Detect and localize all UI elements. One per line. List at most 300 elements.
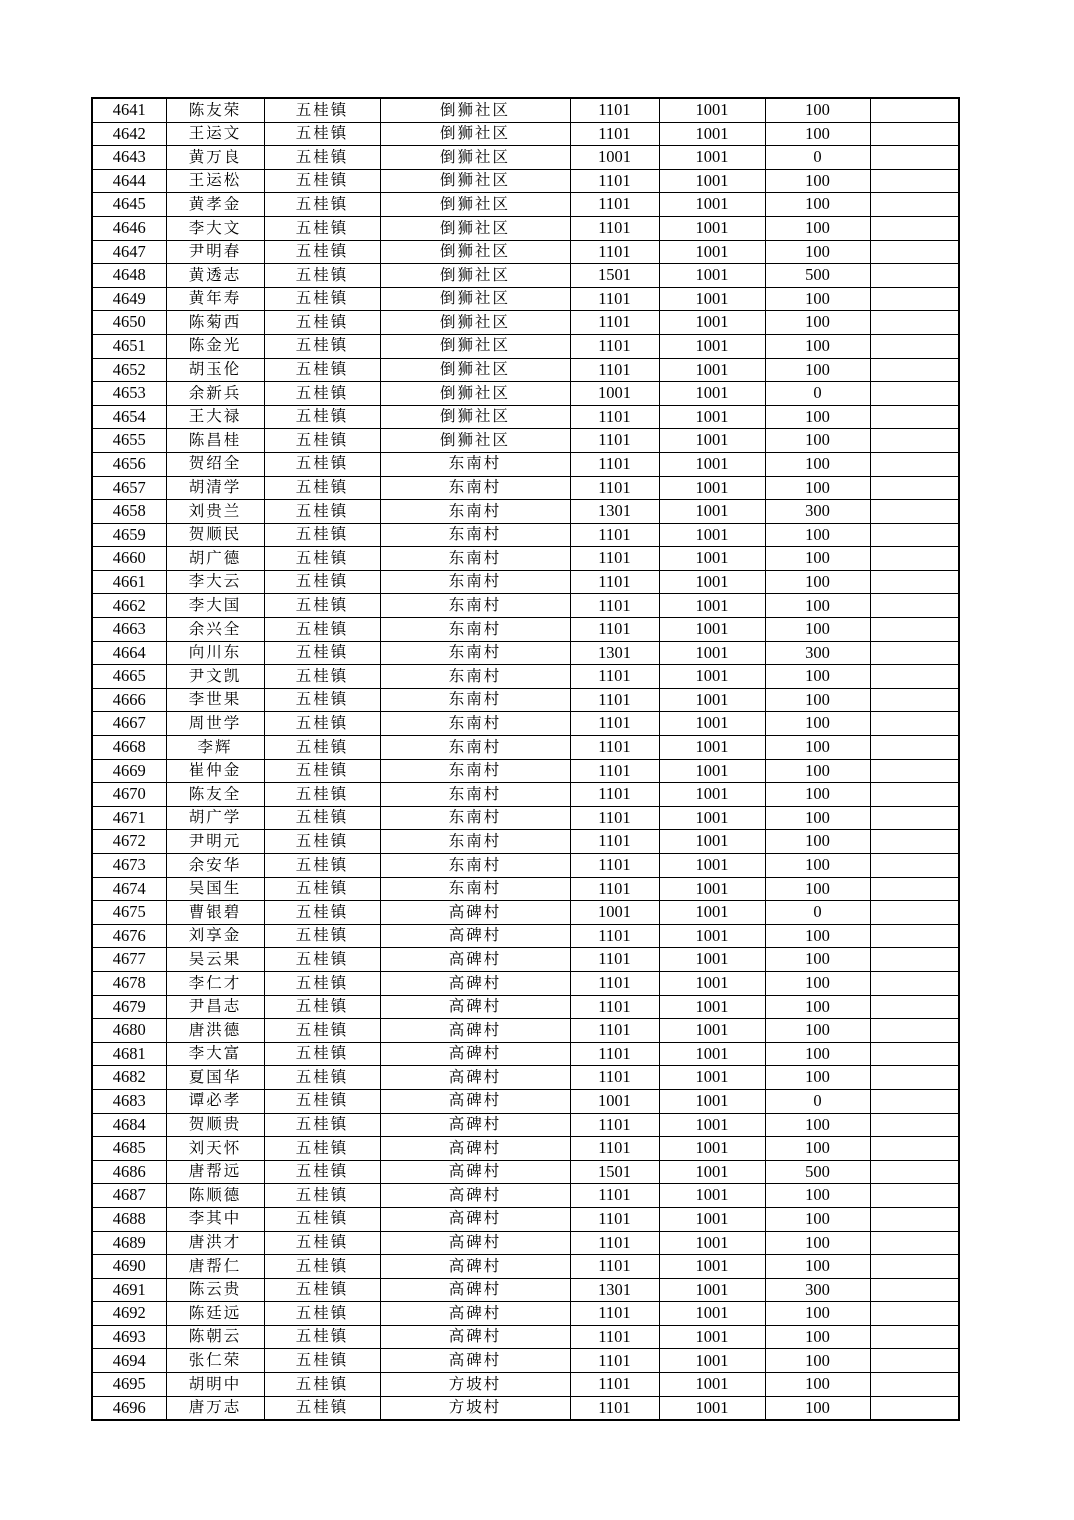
amount-cell: 100 (765, 1066, 870, 1090)
name-cell: 张仁荣 (166, 1349, 264, 1373)
amount-cell: 100 (765, 98, 870, 122)
code-b-cell: 1001 (659, 1278, 765, 1302)
town-cell: 五桂镇 (264, 1113, 380, 1137)
code-b-cell: 1001 (659, 759, 765, 783)
code-a-cell: 1501 (570, 264, 659, 288)
record-id-cell: 4643 (92, 146, 166, 170)
record-id-cell: 4646 (92, 216, 166, 240)
note-cell (870, 523, 959, 547)
amount-cell: 100 (765, 594, 870, 618)
code-a-cell: 1101 (570, 358, 659, 382)
village-cell: 高碑村 (380, 1207, 570, 1231)
note-cell (870, 854, 959, 878)
note-cell (870, 264, 959, 288)
table-row (92, 1373, 959, 1397)
village-cell: 倒狮社区 (380, 264, 570, 288)
code-a-cell: 1101 (570, 1231, 659, 1255)
name-cell: 尹明元 (166, 830, 264, 854)
town-cell: 五桂镇 (264, 1255, 380, 1279)
code-a-cell: 1101 (570, 1255, 659, 1279)
code-a-cell: 1001 (570, 382, 659, 406)
table-row (92, 1207, 959, 1231)
table-row (92, 641, 959, 665)
table-row (92, 1019, 959, 1043)
amount-cell: 100 (765, 971, 870, 995)
name-cell: 唐帮仁 (166, 1255, 264, 1279)
note-cell (870, 1349, 959, 1373)
village-cell: 高碑村 (380, 1019, 570, 1043)
village-cell: 东南村 (380, 736, 570, 760)
code-a-cell: 1101 (570, 594, 659, 618)
record-id-cell: 4676 (92, 924, 166, 948)
village-cell: 东南村 (380, 618, 570, 642)
village-cell: 高碑村 (380, 1349, 570, 1373)
record-id-cell: 4649 (92, 287, 166, 311)
code-a-cell: 1101 (570, 287, 659, 311)
name-cell: 胡玉伦 (166, 358, 264, 382)
village-cell: 高碑村 (380, 948, 570, 972)
code-a-cell: 1101 (570, 854, 659, 878)
code-b-cell: 1001 (659, 688, 765, 712)
record-id-cell: 4673 (92, 854, 166, 878)
table-row (92, 405, 959, 429)
code-a-cell: 1101 (570, 1349, 659, 1373)
amount-cell: 100 (765, 1325, 870, 1349)
village-cell: 方坡村 (380, 1373, 570, 1397)
town-cell: 五桂镇 (264, 1231, 380, 1255)
table-row (92, 1396, 959, 1420)
name-cell: 刘贵兰 (166, 500, 264, 524)
table-row (92, 1349, 959, 1373)
amount-cell: 0 (765, 146, 870, 170)
amount-cell: 500 (765, 1160, 870, 1184)
code-a-cell: 1101 (570, 665, 659, 689)
code-b-cell: 1001 (659, 948, 765, 972)
note-cell (870, 547, 959, 571)
record-id-cell: 4659 (92, 523, 166, 547)
code-a-cell: 1101 (570, 1325, 659, 1349)
village-cell: 东南村 (380, 854, 570, 878)
record-id-cell: 4654 (92, 405, 166, 429)
amount-cell: 100 (765, 429, 870, 453)
name-cell: 唐帮远 (166, 1160, 264, 1184)
town-cell: 五桂镇 (264, 1089, 380, 1113)
amount-cell: 100 (765, 311, 870, 335)
name-cell: 李大云 (166, 570, 264, 594)
code-a-cell: 1101 (570, 476, 659, 500)
name-cell: 李世果 (166, 688, 264, 712)
table-row (92, 995, 959, 1019)
amount-cell: 100 (765, 216, 870, 240)
code-a-cell: 1101 (570, 122, 659, 146)
town-cell: 五桂镇 (264, 1042, 380, 1066)
note-cell (870, 1019, 959, 1043)
town-cell: 五桂镇 (264, 1019, 380, 1043)
village-cell: 倒狮社区 (380, 122, 570, 146)
record-id-cell: 4689 (92, 1231, 166, 1255)
note-cell (870, 358, 959, 382)
note-cell (870, 98, 959, 122)
town-cell: 五桂镇 (264, 854, 380, 878)
amount-cell: 100 (765, 240, 870, 264)
name-cell: 唐洪才 (166, 1231, 264, 1255)
name-cell: 黄透志 (166, 264, 264, 288)
note-cell (870, 1231, 959, 1255)
name-cell: 崔仲金 (166, 759, 264, 783)
code-b-cell: 1001 (659, 736, 765, 760)
amount-cell: 100 (765, 334, 870, 358)
note-cell (870, 924, 959, 948)
table-row (92, 334, 959, 358)
table-row (92, 264, 959, 288)
code-b-cell: 1001 (659, 924, 765, 948)
table-row (92, 1160, 959, 1184)
note-cell (870, 287, 959, 311)
table-row (92, 240, 959, 264)
amount-cell: 100 (765, 358, 870, 382)
note-cell (870, 1255, 959, 1279)
table-row (92, 311, 959, 335)
code-b-cell: 1001 (659, 122, 765, 146)
name-cell: 周世学 (166, 712, 264, 736)
village-cell: 高碑村 (380, 1066, 570, 1090)
village-cell: 倒狮社区 (380, 334, 570, 358)
record-id-cell: 4688 (92, 1207, 166, 1231)
note-cell (870, 618, 959, 642)
name-cell: 李其中 (166, 1207, 264, 1231)
town-cell: 五桂镇 (264, 901, 380, 925)
amount-cell: 100 (765, 570, 870, 594)
record-id-cell: 4655 (92, 429, 166, 453)
town-cell: 五桂镇 (264, 287, 380, 311)
town-cell: 五桂镇 (264, 240, 380, 264)
amount-cell: 100 (765, 995, 870, 1019)
code-a-cell: 1001 (570, 1089, 659, 1113)
code-a-cell: 1101 (570, 1302, 659, 1326)
name-cell: 黄万良 (166, 146, 264, 170)
name-cell: 陈顺德 (166, 1184, 264, 1208)
village-cell: 高碑村 (380, 1278, 570, 1302)
village-cell: 高碑村 (380, 1113, 570, 1137)
code-b-cell: 1001 (659, 98, 765, 122)
code-b-cell: 1001 (659, 146, 765, 170)
town-cell: 五桂镇 (264, 311, 380, 335)
code-b-cell: 1001 (659, 830, 765, 854)
code-a-cell: 1101 (570, 334, 659, 358)
name-cell: 李辉 (166, 736, 264, 760)
village-cell: 倒狮社区 (380, 216, 570, 240)
code-b-cell: 1001 (659, 1019, 765, 1043)
amount-cell: 100 (765, 287, 870, 311)
code-b-cell: 1001 (659, 476, 765, 500)
name-cell: 夏国华 (166, 1066, 264, 1090)
code-b-cell: 1001 (659, 712, 765, 736)
code-a-cell: 1101 (570, 311, 659, 335)
village-cell: 倒狮社区 (380, 429, 570, 453)
name-cell: 胡广德 (166, 547, 264, 571)
note-cell (870, 216, 959, 240)
village-cell: 倒狮社区 (380, 98, 570, 122)
town-cell: 五桂镇 (264, 971, 380, 995)
town-cell: 五桂镇 (264, 1349, 380, 1373)
amount-cell: 100 (765, 830, 870, 854)
town-cell: 五桂镇 (264, 948, 380, 972)
record-id-cell: 4668 (92, 736, 166, 760)
record-id-cell: 4645 (92, 193, 166, 217)
code-a-cell: 1101 (570, 712, 659, 736)
name-cell: 王运文 (166, 122, 264, 146)
village-cell: 东南村 (380, 570, 570, 594)
note-cell (870, 476, 959, 500)
note-cell (870, 1113, 959, 1137)
record-id-cell: 4680 (92, 1019, 166, 1043)
code-b-cell: 1001 (659, 1373, 765, 1397)
name-cell: 曹银碧 (166, 901, 264, 925)
town-cell: 五桂镇 (264, 358, 380, 382)
amount-cell: 100 (765, 618, 870, 642)
record-id-cell: 4675 (92, 901, 166, 925)
table-row (92, 806, 959, 830)
record-id-cell: 4679 (92, 995, 166, 1019)
name-cell: 尹文凯 (166, 665, 264, 689)
record-id-cell: 4661 (92, 570, 166, 594)
name-cell: 余兴全 (166, 618, 264, 642)
table-row (92, 1325, 959, 1349)
code-a-cell: 1101 (570, 1137, 659, 1161)
code-b-cell: 1001 (659, 1089, 765, 1113)
code-b-cell: 1001 (659, 1325, 765, 1349)
town-cell: 五桂镇 (264, 783, 380, 807)
amount-cell: 0 (765, 901, 870, 925)
code-a-cell: 1101 (570, 948, 659, 972)
code-b-cell: 1001 (659, 240, 765, 264)
town-cell: 五桂镇 (264, 98, 380, 122)
table-row (92, 1255, 959, 1279)
amount-cell: 100 (765, 665, 870, 689)
town-cell: 五桂镇 (264, 995, 380, 1019)
code-a-cell: 1001 (570, 146, 659, 170)
code-b-cell: 1001 (659, 1160, 765, 1184)
table-row (92, 98, 959, 122)
name-cell: 陈昌桂 (166, 429, 264, 453)
note-cell (870, 712, 959, 736)
record-id-cell: 4670 (92, 783, 166, 807)
town-cell: 五桂镇 (264, 334, 380, 358)
name-cell: 尹昌志 (166, 995, 264, 1019)
code-b-cell: 1001 (659, 1231, 765, 1255)
code-a-cell: 1101 (570, 618, 659, 642)
name-cell: 黄孝金 (166, 193, 264, 217)
name-cell: 吴云果 (166, 948, 264, 972)
name-cell: 陈友荣 (166, 98, 264, 122)
village-cell: 高碑村 (380, 1255, 570, 1279)
code-b-cell: 1001 (659, 429, 765, 453)
table-row (92, 854, 959, 878)
amount-cell: 100 (765, 712, 870, 736)
name-cell: 谭必孝 (166, 1089, 264, 1113)
code-b-cell: 1001 (659, 641, 765, 665)
code-a-cell: 1101 (570, 405, 659, 429)
table-row (92, 547, 959, 571)
amount-cell: 100 (765, 877, 870, 901)
town-cell: 五桂镇 (264, 476, 380, 500)
town-cell: 五桂镇 (264, 500, 380, 524)
table-row (92, 1278, 959, 1302)
code-b-cell: 1001 (659, 783, 765, 807)
note-cell (870, 1207, 959, 1231)
code-a-cell: 1101 (570, 924, 659, 948)
village-cell: 东南村 (380, 476, 570, 500)
name-cell: 王大禄 (166, 405, 264, 429)
town-cell: 五桂镇 (264, 1373, 380, 1397)
note-cell (870, 806, 959, 830)
town-cell: 五桂镇 (264, 452, 380, 476)
village-cell: 倒狮社区 (380, 240, 570, 264)
village-cell: 高碑村 (380, 1231, 570, 1255)
name-cell: 陈廷远 (166, 1302, 264, 1326)
village-cell: 高碑村 (380, 1302, 570, 1326)
note-cell (870, 452, 959, 476)
code-b-cell: 1001 (659, 405, 765, 429)
table-row (92, 1042, 959, 1066)
note-cell (870, 429, 959, 453)
record-id-cell: 4694 (92, 1349, 166, 1373)
record-id-cell: 4663 (92, 618, 166, 642)
amount-cell: 100 (765, 1113, 870, 1137)
name-cell: 王运松 (166, 169, 264, 193)
note-cell (870, 146, 959, 170)
code-b-cell: 1001 (659, 264, 765, 288)
record-id-cell: 4667 (92, 712, 166, 736)
record-id-cell: 4677 (92, 948, 166, 972)
code-a-cell: 1301 (570, 500, 659, 524)
code-b-cell: 1001 (659, 570, 765, 594)
amount-cell: 100 (765, 476, 870, 500)
code-a-cell: 1101 (570, 240, 659, 264)
code-a-cell: 1101 (570, 971, 659, 995)
record-id-cell: 4684 (92, 1113, 166, 1137)
note-cell (870, 688, 959, 712)
town-cell: 五桂镇 (264, 712, 380, 736)
town-cell: 五桂镇 (264, 736, 380, 760)
amount-cell: 100 (765, 924, 870, 948)
code-b-cell: 1001 (659, 382, 765, 406)
record-id-cell: 4692 (92, 1302, 166, 1326)
code-b-cell: 1001 (659, 547, 765, 571)
town-cell: 五桂镇 (264, 1184, 380, 1208)
table-row (92, 570, 959, 594)
code-b-cell: 1001 (659, 358, 765, 382)
village-cell: 东南村 (380, 547, 570, 571)
code-a-cell: 1101 (570, 1396, 659, 1420)
name-cell: 陈云贵 (166, 1278, 264, 1302)
amount-cell: 100 (765, 1349, 870, 1373)
village-cell: 倒狮社区 (380, 193, 570, 217)
table-row (92, 688, 959, 712)
note-cell (870, 405, 959, 429)
town-cell: 五桂镇 (264, 264, 380, 288)
code-a-cell: 1101 (570, 429, 659, 453)
table-row (92, 146, 959, 170)
table-row (92, 358, 959, 382)
amount-cell: 100 (765, 405, 870, 429)
record-id-cell: 4678 (92, 971, 166, 995)
code-a-cell: 1101 (570, 830, 659, 854)
name-cell: 刘天怀 (166, 1137, 264, 1161)
note-cell (870, 193, 959, 217)
village-cell: 高碑村 (380, 1137, 570, 1161)
table-row (92, 1302, 959, 1326)
name-cell: 陈友全 (166, 783, 264, 807)
code-b-cell: 1001 (659, 1207, 765, 1231)
code-a-cell: 1101 (570, 1373, 659, 1397)
village-cell: 东南村 (380, 712, 570, 736)
note-cell (870, 971, 959, 995)
note-cell (870, 1042, 959, 1066)
data-table (91, 97, 960, 1421)
amount-cell: 100 (765, 1302, 870, 1326)
amount-cell: 100 (765, 1373, 870, 1397)
table-row (92, 216, 959, 240)
record-id-cell: 4683 (92, 1089, 166, 1113)
code-b-cell: 1001 (659, 995, 765, 1019)
code-b-cell: 1001 (659, 193, 765, 217)
table-row (92, 971, 959, 995)
record-id-cell: 4664 (92, 641, 166, 665)
record-id-cell: 4691 (92, 1278, 166, 1302)
amount-cell: 0 (765, 382, 870, 406)
village-cell: 东南村 (380, 641, 570, 665)
code-b-cell: 1001 (659, 1396, 765, 1420)
table-row (92, 1231, 959, 1255)
code-b-cell: 1001 (659, 1137, 765, 1161)
table-row (92, 783, 959, 807)
village-cell: 倒狮社区 (380, 358, 570, 382)
table-row (92, 122, 959, 146)
name-cell: 贺顺贵 (166, 1113, 264, 1137)
code-b-cell: 1001 (659, 334, 765, 358)
amount-cell: 100 (765, 523, 870, 547)
town-cell: 五桂镇 (264, 382, 380, 406)
table-row (92, 1184, 959, 1208)
record-id-cell: 4682 (92, 1066, 166, 1090)
code-a-cell: 1101 (570, 995, 659, 1019)
name-cell: 黄年寿 (166, 287, 264, 311)
code-b-cell: 1001 (659, 523, 765, 547)
village-cell: 倒狮社区 (380, 146, 570, 170)
record-id-cell: 4657 (92, 476, 166, 500)
code-b-cell: 1001 (659, 901, 765, 925)
village-cell: 倒狮社区 (380, 311, 570, 335)
amount-cell: 100 (765, 122, 870, 146)
table-row (92, 500, 959, 524)
note-cell (870, 877, 959, 901)
code-b-cell: 1001 (659, 1302, 765, 1326)
code-a-cell: 1101 (570, 1184, 659, 1208)
table-row (92, 169, 959, 193)
record-id-cell: 4648 (92, 264, 166, 288)
record-id-cell: 4666 (92, 688, 166, 712)
village-cell: 方坡村 (380, 1396, 570, 1420)
record-id-cell: 4651 (92, 334, 166, 358)
table-row (92, 287, 959, 311)
village-cell: 倒狮社区 (380, 405, 570, 429)
amount-cell: 100 (765, 948, 870, 972)
code-a-cell: 1101 (570, 216, 659, 240)
code-a-cell: 1101 (570, 169, 659, 193)
code-a-cell: 1101 (570, 688, 659, 712)
record-id-cell: 4669 (92, 759, 166, 783)
